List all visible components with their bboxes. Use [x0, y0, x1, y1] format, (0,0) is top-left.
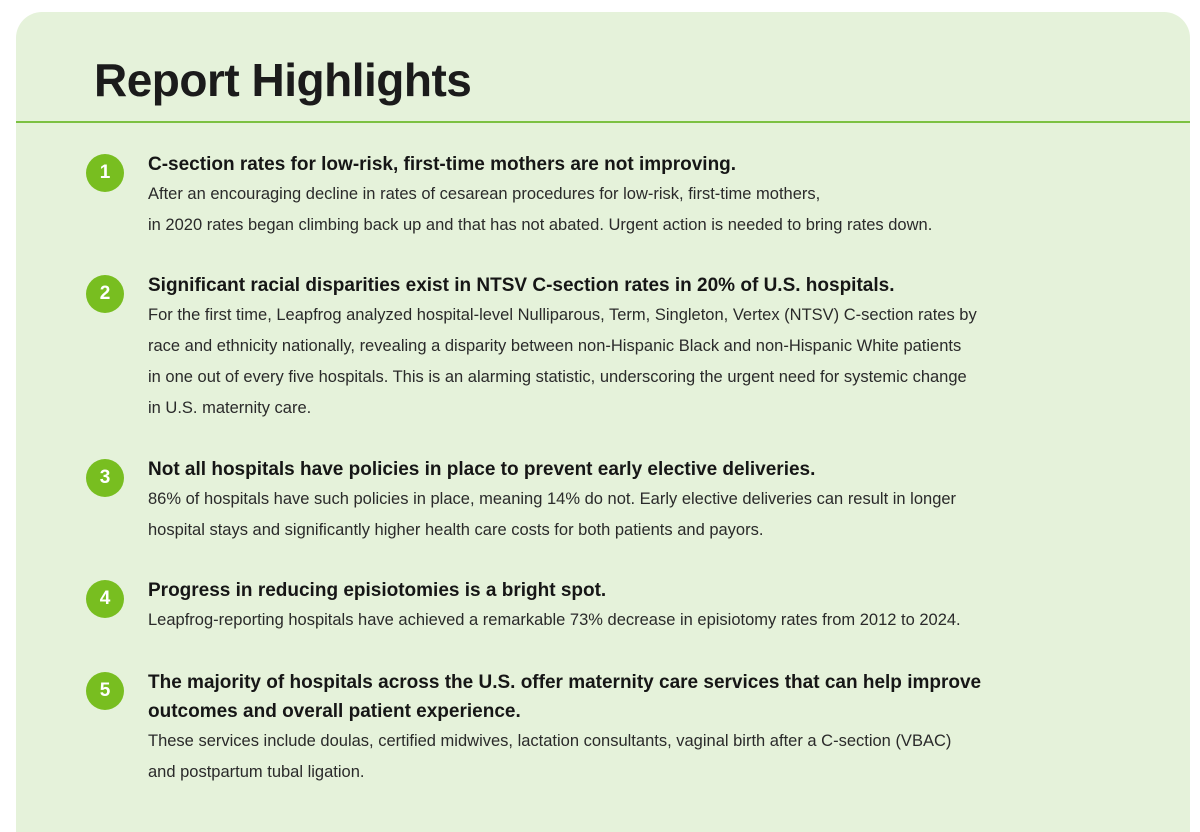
heading-line: outcomes and overall patient experience.: [148, 701, 521, 722]
body-line: 86% of hospitals have such policies in place, meaning 14% do not. Early elective deliveries can result in longer: [148, 490, 957, 508]
heading-line: Progress in reducing episiotomies is a bright spot.: [148, 580, 607, 601]
heading-line: C-section rates for low-risk, first-time mothers are not improving.: [148, 154, 737, 175]
highlight-content-4: [148, 576, 1148, 636]
number-badge-1: 1: [86, 154, 124, 192]
highlight-body-5: [148, 726, 1148, 788]
heading-line: The majority of hospitals across the U.S. offer maternity care services that can help improve: [148, 672, 982, 693]
body-line: in one out of every five hospitals. This is an alarming statistic, underscoring the urgent need for systemic change: [148, 368, 967, 386]
highlight-content-1: [148, 150, 1148, 241]
body-line: in 2020 rates began climbing back up and that has not abated. Urgent action is needed to bring rates down.: [148, 216, 933, 234]
highlight-content-2: [148, 271, 1148, 424]
highlight-body-4: [148, 605, 1148, 636]
body-line: and postpartum tubal ligation.: [148, 763, 365, 781]
heading-line: Not all hospitals have policies in place to prevent early elective deliveries.: [148, 459, 816, 480]
highlight-heading-4: [148, 576, 1148, 605]
number-badge-3: 3: [86, 459, 124, 497]
highlight-heading-5: [148, 668, 1148, 726]
page-title: Report Highlights: [94, 54, 472, 106]
highlight-body-1: [148, 179, 1148, 241]
highlight-content-3: [148, 455, 1148, 546]
title-divider: [16, 121, 1190, 123]
report-highlights-card: [16, 12, 1190, 832]
highlight-body-3: [148, 484, 1148, 546]
body-line: For the first time, Leapfrog analyzed hospital-level Nulliparous, Term, Singleton, Vertex (NTSV) C-section rates by: [148, 306, 977, 324]
body-line: After an encouraging decline in rates of cesarean procedures for low-risk, first-time mothers,: [148, 185, 821, 203]
body-line: hospital stays and significantly higher health care costs for both patients and payors.: [148, 521, 764, 539]
number-badge-5: 5: [86, 672, 124, 710]
body-line: Leapfrog-reporting hospitals have achieved a remarkable 73% decrease in episiotomy rates from 2012 to 2024.: [148, 611, 961, 629]
number-badge-4: 4: [86, 580, 124, 618]
highlight-heading-3: [148, 455, 1148, 484]
heading-line: Significant racial disparities exist in NTSV C-section rates in 20% of U.S. hospitals.: [148, 275, 895, 296]
body-line: in U.S. maternity care.: [148, 399, 312, 417]
highlight-body-2: [148, 300, 1148, 424]
highlight-content-5: [148, 668, 1148, 788]
body-line: race and ethnicity nationally, revealing a disparity between non-Hispanic Black and non-Hispanic White patients: [148, 337, 962, 355]
number-badge-2: 2: [86, 275, 124, 313]
body-line: These services include doulas, certified midwives, lactation consultants, vaginal birth after a C-section (VBAC): [148, 732, 952, 750]
highlight-heading-2: [148, 271, 1148, 300]
highlight-heading-1: [148, 150, 1148, 179]
